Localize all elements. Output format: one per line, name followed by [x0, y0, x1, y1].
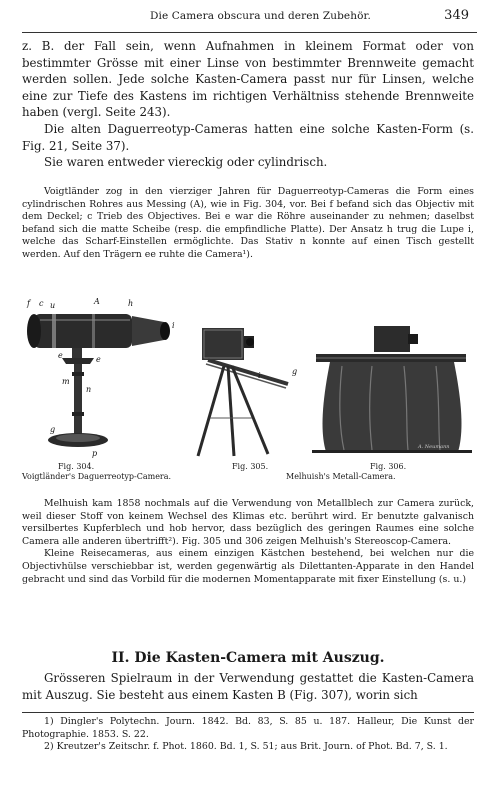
tripod-leg	[232, 366, 268, 454]
running-title: Die Camera obscura und deren Zubehör.	[150, 10, 371, 22]
figure-306-number: Fig. 306.	[370, 462, 407, 471]
footnote-rule	[22, 712, 474, 713]
section-heading: II. Die Kasten-Camera mit Auszug.	[111, 650, 385, 666]
paragraph: Voigtländer zog in den vierziger Jahren für Daguerreotyp-Cameras die Form eines cylindrischen Rohres aus Messing (A), wie in Fig. 304, vor. Bei f befand sich das Objectiv mit dem Deckel; c Trieb des Objectives. Bei e war die Röhre auseinander zu nehmen; daselbst befand sich die matte Scheibe (resp. die empfindliche Platte). Der Ansatz h trug die Lupe i, welche das Scharf-Einstellen ermöglichte. Das Stativ n konnte auf einen Tisch gestellt werden. Auf den Trägern ee ruhte die Camera¹).	[22, 186, 474, 260]
table-cloth	[323, 362, 462, 452]
camera-box	[202, 328, 244, 360]
paragraph: Kleine Reisecameras, aus einem einzigen Kästchen bestehend, bei welchen nur die Objectivhülse verschiebbar ist, werden gegenwärtig als Dilettanten-Apparate in den Handel gebracht und sind das Vorbild für die modernen Momentapparate mit fixer Einstellung (s. u.)	[22, 548, 474, 585]
lens-icon	[246, 338, 254, 346]
tripod-leg	[198, 366, 224, 456]
camera-box	[374, 326, 410, 352]
figure-304-illustration	[22, 292, 192, 460]
fig-letter: e	[96, 355, 101, 364]
fig-letter: h	[128, 299, 134, 308]
paragraph: Die alten Daguerreotyp-Cameras hatten eine solche Kasten-Form (s. Fig. 21, Seite 37).	[22, 121, 474, 153]
fig-letter: u	[50, 301, 56, 310]
fig-letter: g	[50, 425, 56, 434]
page-number: 349	[444, 8, 469, 23]
paragraph: Grösseren Spielraum in der Verwendung gestattet die Kasten-Camera mit Auszug. Sie besteht aus einem Kasten B (Fig. 307), worin sich	[22, 671, 474, 702]
engraver-signature: A. Neumann	[418, 444, 450, 450]
paragraph: Melhuish kam 1858 nochmals auf die Verwendung von Metallblech zur Camera zurück, weil dieser Stoff von keinem Wechsel des Klimas etc. berührt wird. Er benutzte galvanisch versilbertes Kupferblech und hob hervor, dass bezüglich des geringen Raumes eine solche Camera alle anderen übertrifft²). Fig. 305 und 306 zeigen Melhuish's Stereoscop-Camera.	[22, 498, 474, 547]
figure-306-illustration	[312, 322, 472, 460]
fig-letter: i	[172, 321, 175, 330]
melhuish-text-block	[22, 498, 474, 586]
figure-304-number: Fig. 304.	[58, 462, 95, 471]
footnote: 2) Kreutzer's Zeitschr. f. Phot. 1860. Bd. 1, S. 51; aus Brit. Journ. of Phot. Bd. 7, S. 1.	[44, 741, 448, 753]
fig-letter: m	[62, 377, 70, 386]
camera-tube	[34, 314, 132, 348]
voigtlaender-text-block	[22, 186, 474, 262]
footnote: 1) Dingler's Polytechn. Journ. 1842. Bd. 83, S. 85 u. 187. Halleur, Die Kunst der Photographie. 1853. S. 22.	[22, 716, 474, 740]
paragraph: z. B. der Fall sein, wenn Aufnahmen in kleinem Format oder von bestimmter Grösse mit einer Linse von bestimmter Brennweite gemacht werden sollen. Jede solche Kasten-Camera passt nur für Linsen, welche eine zur Tiefe des Kastens im richtigen Verhältniss stehende Brennweite haben (vergl. Seite 243).	[22, 39, 474, 120]
fig-letter: i	[258, 371, 261, 380]
fig-letter: p	[92, 449, 98, 458]
fig-letter: f	[27, 299, 30, 308]
bottom-text-block	[22, 670, 474, 703]
figure-305-number: Fig. 305.	[232, 462, 269, 471]
footnotes	[22, 716, 474, 754]
fig-letter: n	[86, 385, 92, 394]
fig-letter: e	[58, 351, 63, 360]
figure-305-306-caption: Melhuish's Metall-Camera.	[286, 472, 396, 481]
paragraph: Sie waren entweder viereckig oder cylindrisch.	[44, 155, 328, 170]
tripod-leg	[228, 366, 234, 456]
lens-icon	[160, 322, 170, 340]
figure-305-illustration	[188, 318, 308, 458]
fig-letter: c	[39, 299, 44, 308]
figure-304-caption: Voigtländer's Daguerreotyp-Camera.	[22, 472, 172, 481]
fig-letter: g	[292, 367, 298, 376]
fig-letter: A	[94, 297, 100, 306]
header-rule	[22, 32, 477, 33]
top-text-block	[22, 38, 474, 171]
running-header	[40, 8, 473, 28]
